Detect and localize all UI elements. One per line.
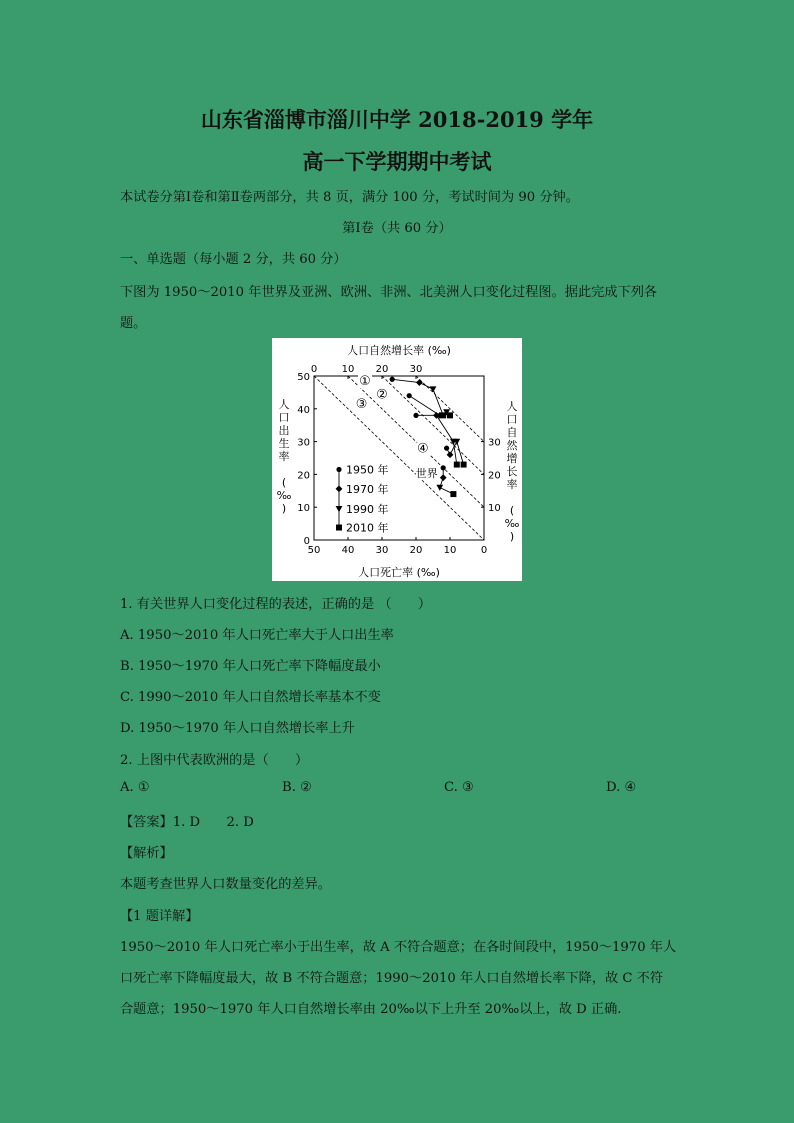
region-label: ① <box>359 374 371 390</box>
detail-line-2: 口死亡率下降幅度最大，故 B 不符合题意；1990～2010 年人口自然增长率下降，故 C 不符 <box>120 971 664 986</box>
top-axis-label: 人口自然增长率 (‰) <box>347 344 451 357</box>
data-point-1-2010 <box>447 412 453 418</box>
analysis-heading: 【解析】 <box>120 846 173 861</box>
legend-label: 1990 年 <box>346 502 389 516</box>
question-1-stem: 1. 有关世界人口变化过程的表述，正确的是 （ ） <box>120 597 432 612</box>
y-tick-label: 10 <box>297 503 310 515</box>
data-point-4-1970 <box>440 474 447 481</box>
x-tick-label: 40 <box>341 545 355 556</box>
x-tick-label: 10 <box>443 545 457 556</box>
page-title-line1: 山东省淄博市淄川中学 2018-2019 学年 <box>200 107 594 132</box>
x-tick-label: 30 <box>375 545 389 556</box>
right-axis-label: 人口自然增长率 ( ‰ ) <box>504 400 520 543</box>
analysis-intro: 本题考查世界人口数量变化的差异。 <box>120 877 331 892</box>
question-1-option-b: B. 1950～1970 年人口死亡率下降幅度最小 <box>120 659 381 674</box>
question-1-option-a: A. 1950～2010 年人口死亡率大于人口出生率 <box>120 628 394 643</box>
question-1-option-c: C. 1990～2010 年人口自然增长率基本不变 <box>120 690 381 705</box>
y-axis-label: 人口出生率 ( ‰ ) <box>276 398 292 515</box>
legend-marker-3 <box>336 525 342 531</box>
data-point-4-1990 <box>436 485 443 491</box>
right-tick-label: 10 <box>488 503 501 515</box>
x-tick-label: 20 <box>409 545 423 556</box>
legend-marker-2 <box>336 506 343 512</box>
detail-heading: 【1 题详解】 <box>120 909 199 924</box>
series-line-0 <box>392 379 443 415</box>
right-tick-label: 20 <box>488 470 501 482</box>
data-point-2-2010 <box>454 462 460 468</box>
y-tick-label: 30 <box>297 437 310 449</box>
right-tick-label: 30 <box>488 437 501 449</box>
legend-marker-0 <box>336 467 341 472</box>
y-tick-label: 50 <box>297 372 310 383</box>
region-label: ③ <box>355 397 368 413</box>
x-tick-label: 50 <box>307 545 321 556</box>
answer-line: 【答案】1. D 2. D <box>120 815 254 830</box>
population-chart-svg <box>272 338 522 581</box>
x-axis-label: 人口死亡率 (‰) <box>358 566 440 579</box>
data-point-0-1990 <box>430 386 437 392</box>
detail-line-3: 合题意；1950～1970 年人口自然增长率由 20‰以下上升至 20‰以上，故 D 正确. <box>120 1002 622 1017</box>
volume-title: 第Ⅰ卷（共 60 分） <box>342 221 452 236</box>
prompt-line-2: 题。 <box>120 316 147 331</box>
data-point-2-1970 <box>433 412 440 419</box>
question-1-option-d: D. 1950～1970 年人口自然增长率上升 <box>120 721 355 736</box>
top-tick-label: 30 <box>409 364 423 375</box>
section-title: 一、单选题（每小题 2 分，共 60 分） <box>120 252 347 267</box>
top-tick-label: 10 <box>341 364 355 375</box>
question-2-option-a: A. ① <box>120 780 150 795</box>
region-label: ④ <box>416 441 429 457</box>
data-point-3-1950 <box>444 446 449 451</box>
legend-marker-1 <box>336 485 343 492</box>
data-point-4-2010 <box>450 491 456 497</box>
legend-label: 1970 年 <box>346 482 389 496</box>
top-tick-label: 20 <box>375 364 389 375</box>
y-tick-label: 0 <box>303 536 310 547</box>
data-point-4-1950 <box>441 465 446 470</box>
data-point-3-1970 <box>447 451 454 458</box>
data-point-2-1950 <box>413 413 418 418</box>
exam-intro: 本试卷分第Ⅰ卷和第Ⅱ卷两部分，共 8 页，满分 100 分，考试时间为 90 分钟。 <box>120 190 579 205</box>
question-2-option-c: C. ③ <box>444 780 474 795</box>
series-line-4 <box>440 468 454 494</box>
region-label: ② <box>376 387 388 403</box>
data-point-1-1950 <box>407 393 412 398</box>
y-tick-label: 40 <box>297 404 310 416</box>
y-tick-label: 20 <box>297 470 310 482</box>
prompt-line-1: 下图为 1950～2010 年世界及亚洲、欧洲、非洲、北美洲人口变化过程图。据此完成下列各 <box>120 285 658 300</box>
top-tick-label: 0 <box>310 364 318 375</box>
detail-line-1: 1950～2010 年人口死亡率小于出生率，故 A 不符合题意；在各时间段中，1950～1970 年人 <box>120 940 677 955</box>
iso-growth-line-0 <box>314 376 484 540</box>
legend-label: 2010 年 <box>346 521 389 535</box>
page-title-line2: 高一下学期期中考试 <box>302 149 492 174</box>
population-chart <box>272 338 522 581</box>
data-point-0-1950 <box>390 377 395 382</box>
question-2-option-b: B. ② <box>282 780 312 795</box>
x-tick-label: 0 <box>480 545 488 556</box>
question-2-option-d: D. ④ <box>606 780 637 795</box>
question-2-stem: 2. 上图中代表欧洲的是（ ） <box>120 753 309 768</box>
data-point-3-2010 <box>461 462 467 468</box>
legend-label: 1950 年 <box>346 463 389 477</box>
data-point-0-1970 <box>416 379 423 386</box>
region-label: 世界 <box>415 467 438 481</box>
